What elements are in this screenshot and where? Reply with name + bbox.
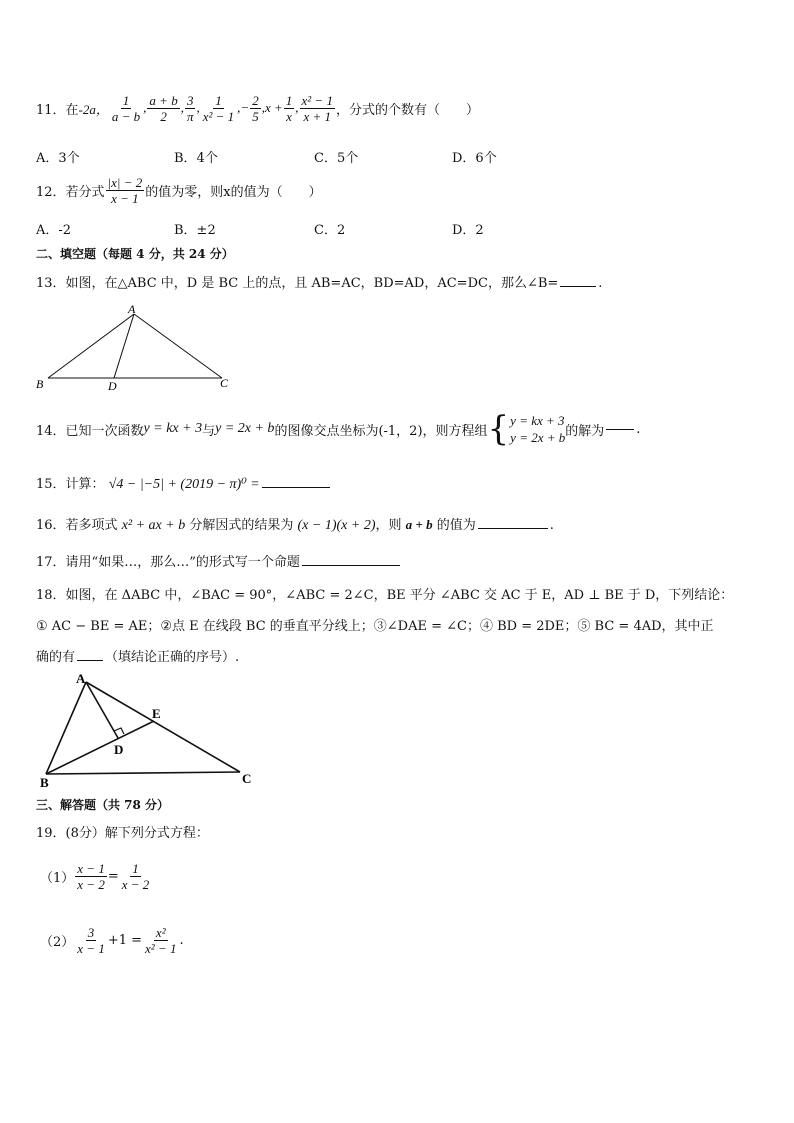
q14-line: 14．已知一次函数 y = kx + 3 与 y = 2x + b 的图像交点坐标为(-1，2)，则方程组 { y = kx + 3 y = 2x + b 的解为 . — [36, 409, 641, 449]
q11-fraction-4: $\frac{1}{\text{x² − 1}}$ — [202, 92, 235, 124]
q17-answer-blank — [302, 565, 400, 566]
q16-line: 16．若多项式 x² + ax + b 分解因式的结果为 (x − 1)(x + 2)，则 a + b 的值为 . — [36, 517, 554, 533]
q14-answer-blank — [606, 429, 634, 430]
q18-side-bc — [46, 772, 240, 774]
q17-text: 17．请用“如果…，那么…”的形式写一个命题 — [36, 555, 300, 570]
q18-side-ac — [86, 682, 240, 772]
q15-answer-blank — [262, 487, 330, 488]
q12-option-b: B．±2 — [174, 223, 216, 238]
q16-factorization: (x − 1)(x + 2) — [297, 518, 376, 533]
q15-prefix: 15．计算： — [36, 477, 105, 492]
q19-part-1: （1） $\frac{x - 1}{x - 2}$ = $\frac{1}{x - 2}$ — [40, 860, 150, 892]
q12-option-c: C．2 — [314, 223, 346, 238]
section-3-heading: 三、解答题（共 78 分） — [36, 798, 170, 812]
q19-p1-left-fraction: $\frac{x - 1}{x - 2}$ — [77, 860, 105, 892]
q14-equation-system: { y = kx + 3 y = 2x + b — [487, 409, 566, 449]
q16-polynomial: x² + ax + b — [121, 518, 186, 533]
q11-fraction-6: $\frac{1}{x}$ — [285, 92, 293, 124]
q18-label-e: E — [152, 706, 161, 721]
q11-neg: − — [240, 100, 250, 115]
q18-answer-blank — [77, 660, 103, 661]
q13-text: 13．如图，在△ABC 中，D 是 BC 上的点，且 AB=AC，BD=AD，AC=DC，那么∠B= — [36, 276, 559, 291]
q11-prefix: 11．在 — [36, 102, 79, 118]
q18-side-ab — [46, 682, 86, 774]
q18-label-b: B — [40, 775, 49, 790]
q16-a-plus-b: a + b — [405, 517, 433, 532]
q17-line — [36, 551, 402, 570]
q12-tail: 的值为零，则x的值为（ ） — [145, 184, 322, 200]
q18-line-3: 确的有 （填结论正确的序号）. — [36, 650, 240, 665]
q13-side-ac — [134, 314, 222, 378]
q19-p1-right-fraction: $\frac{1}{x - 2}$ — [121, 860, 150, 892]
q19-p2-right-fraction: $\frac{\text{x²}}{\text{x² − 1}}$ — [145, 924, 177, 956]
q12-option-a: A．-2 — [36, 223, 72, 238]
q11-fraction-7: $\frac{\text{x² − 1}}{x + 1}$ — [301, 92, 333, 124]
q19-text: 19．(8分）解下列分式方程： — [36, 826, 209, 841]
q19-part-2: （2） $\frac{3}{x - 1}$ +1 = $\frac{\text{x²}}{\text{x² − 1}}$ . — [40, 924, 184, 956]
q11-xplus: x + — [264, 100, 283, 115]
q18-segment-ad — [86, 682, 118, 738]
q13-answer-blank — [560, 286, 596, 287]
q11-option-d: D．6个 — [452, 151, 497, 166]
q13-side-ab — [48, 314, 134, 378]
q11-option-b: B．4个 — [174, 151, 218, 166]
q18-segment-be — [46, 721, 154, 774]
q14-mid2: 的图像交点坐标为(-1，2)，则方程组 — [274, 423, 488, 439]
q14-eq1: y = kx + 3 — [143, 421, 203, 436]
q11-tail: ，分式的个数有（ ） — [335, 102, 479, 118]
q16-answer-blank — [478, 528, 548, 529]
q15-line — [36, 473, 332, 493]
q11-fraction-3: $\frac{3}{\pi}$ — [186, 92, 194, 124]
q11-lead: -2a， — [78, 101, 109, 117]
q18-line-1: 18．如图，在 ΔABC 中，∠BAC = 90°，∠ABC = 2∠C，BE 平分 ∠ABC 交 AC 于 E，AD ⊥ BE 于 D，下列结论： — [36, 588, 734, 603]
q18-label-d: D — [114, 742, 124, 757]
q12-line — [36, 170, 322, 210]
q18-triangle-figure — [32, 670, 264, 792]
q13-label-c: C — [220, 376, 229, 390]
section-2-heading: 二、填空题（每题 4 分，共 24 分） — [36, 247, 234, 261]
q13-segment-ad — [114, 314, 134, 378]
q14-prefix: 14．已知一次函数 — [36, 423, 144, 439]
q19-p2-left-fraction: $\frac{3}{x - 1}$ — [77, 924, 105, 956]
q12-fraction: $\frac{|x| - 2}{x - 1}$ — [107, 174, 143, 206]
q13-label-b: B — [36, 377, 44, 391]
q11-option-c: C．5个 — [314, 151, 359, 166]
q12-prefix: 12．若分式 — [36, 184, 105, 200]
q11-fraction-2: $\frac{a + b}{2}$ — [149, 92, 178, 124]
q13-label-d: D — [108, 379, 117, 392]
q18-line-2: ① AC − BE = AE；②点 E 在线段 BC 的垂直平分线上；③∠DAE = ∠C；④ BD = 2DE；⑤ BC = 4AD，其中正 — [36, 619, 714, 634]
q13-triangle-figure — [32, 300, 242, 392]
q13-label-a: A — [128, 302, 136, 316]
q11-fraction-5: $\frac{2}{5}$ — [252, 92, 259, 124]
q18-label-c: C — [242, 771, 252, 786]
q18-label-a: A — [76, 671, 86, 686]
q12-option-d: D．2 — [452, 223, 484, 238]
q15-expression: √4 − |−5| + (2019 − π)⁰ = — [108, 477, 260, 492]
q11-fraction-1: $\frac{1}{a - b}$ — [111, 92, 141, 124]
q13-line: 13．如图，在△ABC 中，D 是 BC 上的点，且 AB=AC，BD=AD，AC=DC，那么∠B= . — [36, 276, 603, 291]
q14-tail: 的解为 — [565, 423, 605, 439]
q14-eq2: y = 2x + b — [215, 421, 275, 436]
q11-option-a: A．3个 — [36, 151, 80, 166]
q11-line: 11．在 -2a， $\frac{1}{a - b}$ , $\frac{a + b}{2}$ , $\frac{3}{\pi}$ , $\frac{1}{\text{x² − 1}}$ , − $\frac{2}{5}$ , x + $\frac{1}{x}$ , $\frac{\text{x² − 1}}{x + 1}$ ，分式的个数有（ ） — [36, 92, 479, 124]
